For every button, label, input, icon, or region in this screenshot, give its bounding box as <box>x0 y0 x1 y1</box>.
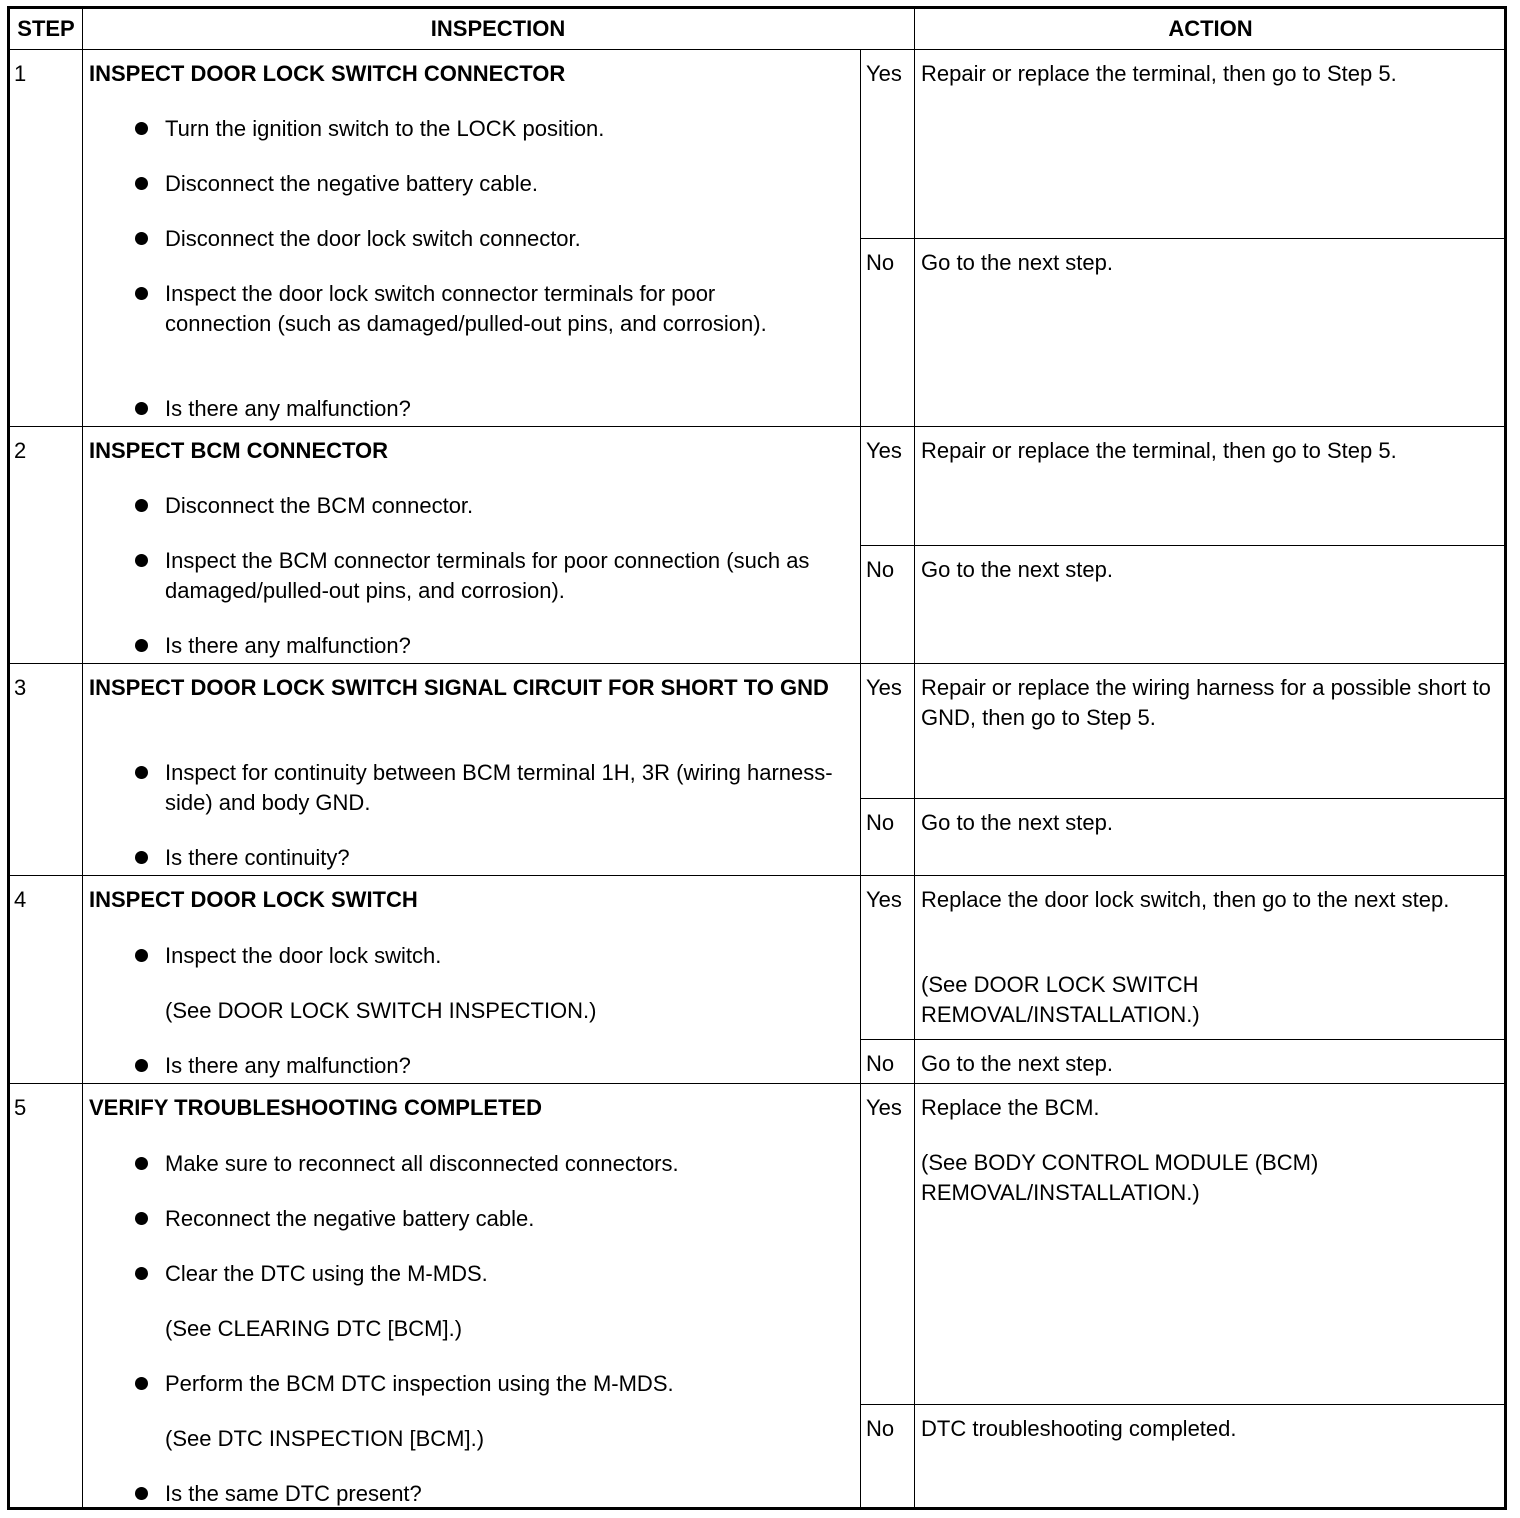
header-inspection: INSPECTION <box>430 16 566 41</box>
yesno-divider-2 <box>860 545 1504 546</box>
bullet-icon <box>135 1157 148 1170</box>
list-item: Is the same DTC present? <box>165 1481 422 1506</box>
yes-action: Repair or replace the terminal, then go to Step 5. <box>921 438 1397 463</box>
bullet-icon <box>135 851 148 864</box>
step-number: 4 <box>14 887 27 912</box>
list-item: Perform the BCM DTC inspection using the M-MDS. <box>165 1371 674 1396</box>
yesno-divider-5 <box>860 1404 1504 1405</box>
step-title: INSPECT BCM CONNECTOR <box>89 438 389 463</box>
row-divider-3 <box>10 875 1504 876</box>
no-label: No <box>866 250 895 275</box>
list-item: Is there any malfunction? <box>165 1053 411 1078</box>
bullet-icon <box>135 177 148 190</box>
step-title: INSPECT DOOR LOCK SWITCH CONNECTOR <box>89 61 566 86</box>
bullet-icon <box>135 949 148 962</box>
col-divider-action <box>914 9 915 1507</box>
bullet-icon <box>135 232 148 245</box>
step-title: VERIFY TROUBLESHOOTING COMPLETED <box>89 1095 543 1120</box>
yes-label: Yes <box>866 61 902 86</box>
col-divider-yesno <box>860 49 861 1507</box>
yesno-divider-3 <box>860 798 1504 799</box>
reference-text: (See CLEARING DTC [BCM].) <box>165 1316 463 1341</box>
yes-action: Repair or replace the terminal, then go to Step 5. <box>921 61 1397 86</box>
list-item: Is there continuity? <box>165 845 350 870</box>
bullet-icon <box>135 766 148 779</box>
bullet-icon <box>135 1487 148 1500</box>
no-action: Go to the next step. <box>921 557 1114 582</box>
bullet-icon <box>135 1212 148 1225</box>
row-divider-2 <box>10 663 1504 664</box>
bullet-icon <box>135 287 148 300</box>
list-item: Inspect for continuity between BCM terminal 1H, 3R (wiring harness-side) and body GND. <box>165 760 833 815</box>
no-label: No <box>866 1416 895 1441</box>
no-action: Go to the next step. <box>921 1051 1114 1076</box>
list-item: Is there any malfunction? <box>165 396 411 421</box>
step-title: INSPECT DOOR LOCK SWITCH SIGNAL CIRCUIT FOR SHORT TO GND <box>89 675 829 700</box>
step-number: 5 <box>14 1095 27 1120</box>
bullet-icon <box>135 499 148 512</box>
list-item: Disconnect the BCM connector. <box>165 493 474 518</box>
yes-reference: (See BODY CONTROL MODULE (BCM) REMOVAL/INSTALLATION.) <box>921 1150 1319 1205</box>
bullet-icon <box>135 122 148 135</box>
no-label: No <box>866 1051 895 1076</box>
no-action: DTC troubleshooting completed. <box>921 1416 1237 1441</box>
list-item: Disconnect the door lock switch connector. <box>165 226 581 251</box>
yes-action: Replace the BCM. <box>921 1095 1100 1120</box>
list-item: Make sure to reconnect all disconnected connectors. <box>165 1151 679 1176</box>
row-divider-4 <box>10 1083 1504 1084</box>
step-number: 2 <box>14 438 27 463</box>
yesno-divider-4 <box>860 1039 1504 1040</box>
no-label: No <box>866 557 895 582</box>
reference-text: (See DTC INSPECTION [BCM].) <box>165 1426 485 1451</box>
yes-label: Yes <box>866 675 902 700</box>
yes-action: Repair or replace the wiring harness for a possible short to GND, then go to Step 5. <box>921 675 1491 730</box>
step-number: 3 <box>14 675 27 700</box>
bullet-icon <box>135 1267 148 1280</box>
yes-reference: (See DOOR LOCK SWITCH REMOVAL/INSTALLATION.) <box>921 972 1200 1027</box>
list-item: Is there any malfunction? <box>165 633 411 658</box>
yes-label: Yes <box>866 438 902 463</box>
list-item: Reconnect the negative battery cable. <box>165 1206 535 1231</box>
header-step: STEP <box>17 16 75 41</box>
list-item: Turn the ignition switch to the LOCK position. <box>165 116 605 141</box>
step-title: INSPECT DOOR LOCK SWITCH <box>89 887 418 912</box>
header-divider <box>10 49 1504 50</box>
yes-label: Yes <box>866 1095 902 1120</box>
list-item: Disconnect the negative battery cable. <box>165 171 539 196</box>
no-label: No <box>866 810 895 835</box>
bullet-icon <box>135 1059 148 1072</box>
list-item: Inspect the BCM connector terminals for poor connection (such as damaged/pulled-out pins, and corrosion). <box>165 548 810 603</box>
yesno-divider-1 <box>860 238 1504 239</box>
list-item: Inspect the door lock switch connector terminals for poor connection (such as damaged/pulled-out pins, and corrosion). <box>165 281 767 336</box>
header-action: ACTION <box>1168 16 1253 41</box>
bullet-icon <box>135 1377 148 1390</box>
bullet-icon <box>135 402 148 415</box>
bullet-icon <box>135 554 148 567</box>
col-divider-step <box>82 9 83 1507</box>
troubleshooting-table <box>7 6 1507 1510</box>
no-action: Go to the next step. <box>921 810 1114 835</box>
list-item: Clear the DTC using the M-MDS. <box>165 1261 488 1286</box>
yes-label: Yes <box>866 887 902 912</box>
reference-text: (See DOOR LOCK SWITCH INSPECTION.) <box>165 998 597 1023</box>
no-action: Go to the next step. <box>921 250 1114 275</box>
yes-action: Replace the door lock switch, then go to the next step. <box>921 887 1450 912</box>
list-item: Inspect the door lock switch. <box>165 943 442 968</box>
row-divider-1 <box>10 426 1504 427</box>
bullet-icon <box>135 639 148 652</box>
step-number: 1 <box>14 61 27 86</box>
